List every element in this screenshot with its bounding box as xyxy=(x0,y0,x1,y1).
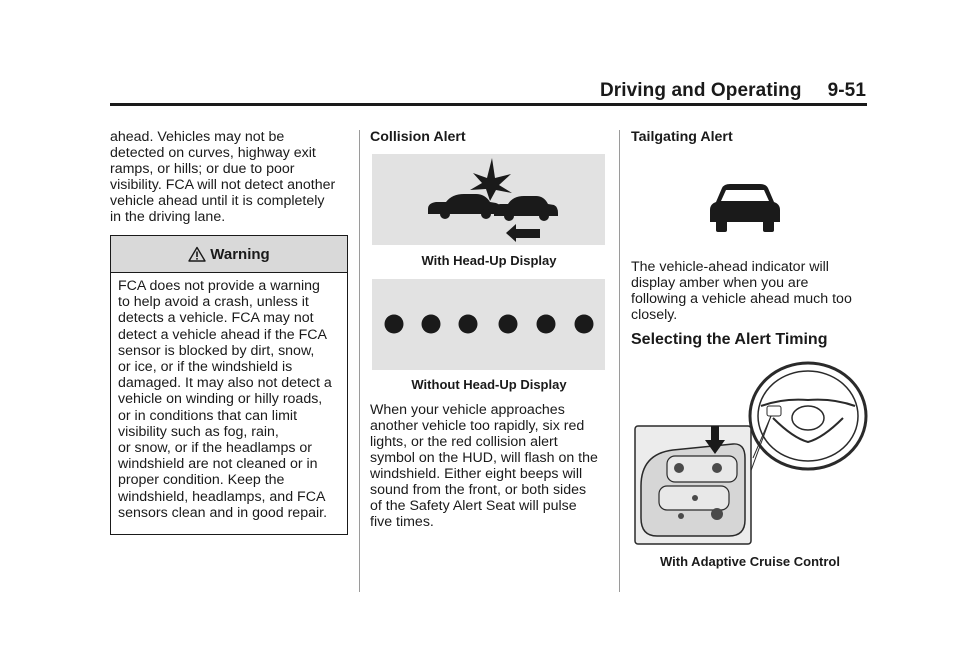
text-line: FCA does not provide a warning xyxy=(118,278,320,294)
text-line: lights, or the red collision alert xyxy=(370,434,558,450)
text-line: of the Safety Alert Seat will pulse xyxy=(370,498,577,514)
text-line: detected on curves, highway exit xyxy=(110,145,316,161)
acc-caption: With Adaptive Cruise Control xyxy=(660,554,840,569)
no-hud-figure xyxy=(372,279,605,370)
column-2 xyxy=(370,129,608,145)
warning-header xyxy=(111,236,347,273)
hud-figure xyxy=(372,154,605,245)
text-line: sensor is blocked by dirt, snow, xyxy=(118,342,315,359)
text-line: damaged. It may also not detect a xyxy=(118,375,332,392)
tailgating-alert-heading: Tailgating Alert xyxy=(631,129,733,145)
collision-alert-heading: Collision Alert xyxy=(370,129,466,145)
warning-text xyxy=(111,273,347,521)
text-line: vehicle on winding or hilly roads, xyxy=(118,391,323,408)
text-line: When your vehicle approaches xyxy=(370,402,565,418)
text-line: ahead. Vehicles may not be xyxy=(110,129,285,145)
page-header xyxy=(600,80,866,102)
no-hud-caption: Without Head-Up Display xyxy=(411,377,567,392)
text-line: sound from the front, or both sides xyxy=(370,482,587,498)
text-line: another vehicle too rapidly, six red xyxy=(370,418,585,434)
text-line: sensors clean and in good repair. xyxy=(118,504,328,521)
text-line: closely. xyxy=(631,307,678,323)
text-line: display amber when you are xyxy=(631,275,809,291)
column-divider xyxy=(619,130,620,592)
text-line: windshield. Either eight beeps will xyxy=(370,466,583,482)
text-line: or snow, or if the headlamps or xyxy=(118,440,312,457)
text-line: visibility. FCA will not detect another xyxy=(110,177,336,193)
warning-box xyxy=(110,235,348,535)
column-1 xyxy=(110,129,350,225)
text-line: following a vehicle ahead much too xyxy=(631,291,852,307)
column-divider xyxy=(359,130,360,592)
vehicle-ahead-icon xyxy=(708,182,782,234)
text-line: detects a vehicle. FCA may not xyxy=(118,310,314,327)
text-line: windshield, headlamps, and FCA xyxy=(118,488,326,505)
intro-paragraph xyxy=(110,129,350,225)
text-line: to help avoid a crash, unless it xyxy=(118,294,309,311)
warning-title: Warning xyxy=(210,245,270,263)
warning-triangle-icon xyxy=(188,246,206,262)
tailgating-paragraph xyxy=(631,259,871,323)
column-3 xyxy=(631,129,871,145)
collision-alert-icon xyxy=(372,154,605,245)
collision-alert-paragraph xyxy=(370,402,610,530)
hud-caption: With Head-Up Display xyxy=(421,253,557,268)
page-number: 9-51 xyxy=(827,80,866,101)
red-lights-icon xyxy=(372,279,605,370)
text-line: or in conditions that can limit xyxy=(118,407,298,424)
text-line: visibility such as fog, rain, xyxy=(118,423,279,440)
text-line: The vehicle-ahead indicator will xyxy=(631,259,829,275)
text-line: or ice, or if the windshield is xyxy=(118,359,293,376)
header-rule xyxy=(110,103,867,106)
text-line: in the driving lane. xyxy=(110,209,226,225)
text-line: windshield are not cleaned or in xyxy=(118,456,318,473)
section-title: Driving and Operating xyxy=(599,80,802,101)
text-line: ramps, or hills; or due to poor xyxy=(110,161,295,177)
text-line: proper condition. Keep the xyxy=(118,472,285,489)
text-line: detect a vehicle ahead if the FCA xyxy=(118,326,327,343)
steering-wheel-icon xyxy=(633,358,869,550)
text-line: five times. xyxy=(370,514,434,530)
alert-timing-heading: Selecting the Alert Timing xyxy=(631,331,828,348)
text-line: symbol on the HUD, will flash on the xyxy=(370,450,598,466)
text-line: vehicle ahead until it is completely xyxy=(110,193,325,209)
